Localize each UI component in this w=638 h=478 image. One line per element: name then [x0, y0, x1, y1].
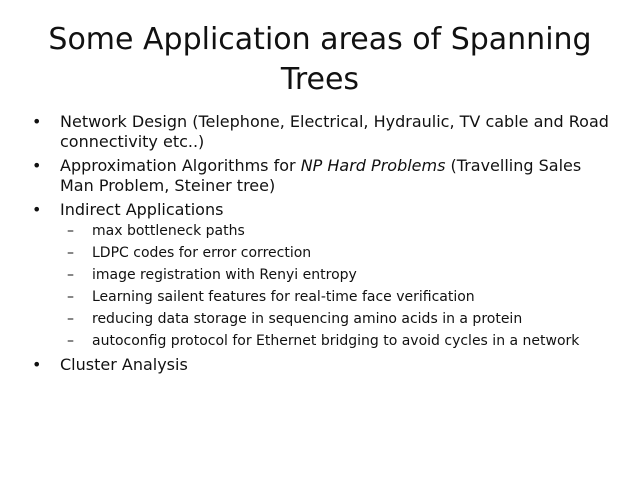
- sub-bullet-text: Learning sailent features for real-time face verification: [92, 289, 475, 305]
- bullet-text-before: Approximation Algorithms for: [60, 156, 301, 175]
- dash-icon: –: [67, 267, 74, 283]
- bullet-approximation-algorithms: [30, 156, 620, 196]
- bullet-list: [30, 112, 620, 379]
- bullet-text: Cluster Analysis: [60, 355, 188, 374]
- dash-icon: –: [67, 289, 74, 305]
- sub-bullet-item: [60, 311, 620, 328]
- bullet-indirect-applications: [30, 200, 620, 350]
- sub-bullet-item: [60, 245, 620, 262]
- bullet-text-italic: NP Hard Problems: [300, 156, 446, 175]
- dash-icon: –: [67, 333, 74, 349]
- dash-icon: –: [67, 311, 74, 327]
- bullet-dot-icon: •: [32, 200, 42, 219]
- dash-icon: –: [67, 245, 74, 261]
- sub-bullet-item: [60, 289, 620, 306]
- bullet-dot-icon: •: [32, 355, 42, 374]
- bullet-cluster-analysis: [30, 355, 620, 375]
- sub-bullet-item: [60, 267, 620, 284]
- sub-bullet-text: max bottleneck paths: [92, 223, 245, 239]
- sub-bullet-text: image registration with Renyi entropy: [92, 267, 357, 283]
- bullet-network-design: [30, 112, 620, 152]
- sub-bullet-text: autoconfig protocol for Ethernet bridging to avoid cycles in a network: [92, 333, 580, 349]
- bullet-dot-icon: •: [32, 156, 42, 175]
- bullet-text: Indirect Applications: [60, 200, 224, 219]
- dash-icon: –: [67, 223, 74, 239]
- sub-bullet-text: reducing data storage in sequencing amino acids in a protein: [92, 311, 523, 327]
- sub-bullet-text: LDPC codes for error correction: [92, 245, 312, 261]
- bullet-dot-icon: •: [32, 112, 42, 131]
- bullet-text-after: (Travelling Sales Man Problem, Steiner tree): [60, 156, 582, 195]
- sub-bullet-item: [60, 223, 620, 240]
- bullet-text: Network Design (Telephone, Electrical, Hydraulic, TV cable and Road connectivity etc..): [60, 112, 609, 151]
- slide-title: Some Application areas of Spanning Trees: [48, 22, 592, 97]
- sub-bullet-item: [60, 333, 620, 350]
- sub-bullet-list: [60, 223, 620, 350]
